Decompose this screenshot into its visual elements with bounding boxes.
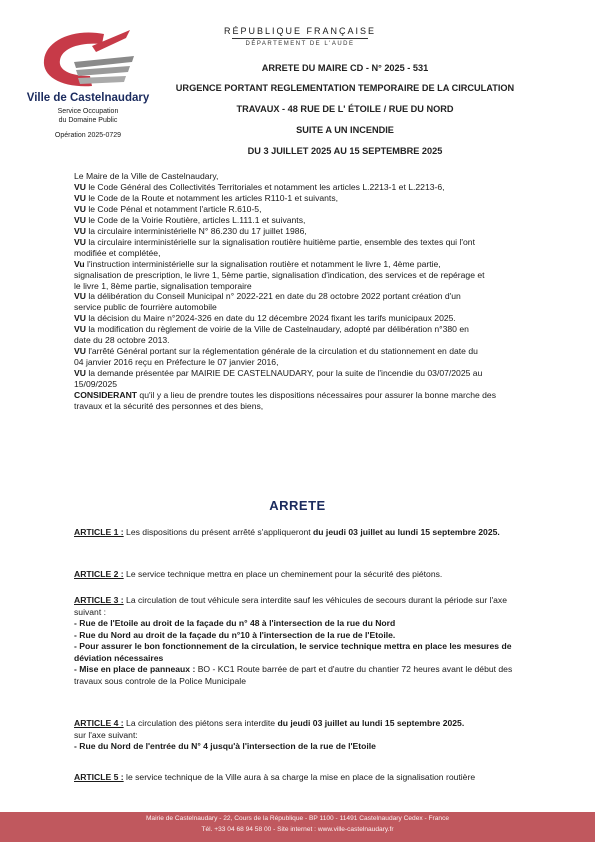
- preamble-keyword: VU: [74, 368, 86, 379]
- preamble-line: [74, 302, 534, 313]
- preamble-keyword: CONSIDERANT: [74, 390, 138, 401]
- preamble-text: le Code Pénal et notamment l'article R.610-5,: [85, 203, 262, 214]
- preamble-text: 04 janvier 2016 reçu en Préfecture le 07 janvier 2016,: [74, 357, 279, 368]
- preamble-text: l'arrêté Général portant sur la réglementation générale de la circulation et du stationnement en date du: [85, 346, 478, 357]
- preamble-lines: [74, 182, 534, 412]
- preamble-text: la demande présentée par MAIRIE DE CASTELNAUDARY, pour la suite de l'incendie du 03/07/2025 au: [85, 368, 483, 379]
- preamble-text: le Code de la Voirie Routière, articles L.111.1 et suivants,: [85, 214, 306, 225]
- departement-label: DÉPARTEMENT DE L'AUDE: [245, 41, 355, 47]
- preamble-line: [74, 368, 534, 379]
- arrete-period: DU 3 JUILLET 2025 AU 15 SEPTEMBRE 2025: [247, 146, 443, 156]
- preamble-keyword: VU: [74, 192, 86, 203]
- preamble-line: [74, 346, 534, 357]
- preamble-line: [74, 182, 534, 193]
- article-3-bullet-3: - Pour assurer le bon fonctionnement de la circulation, le service technique mettra en place les mesures de déviation nécessaires: [74, 641, 512, 663]
- article-1-dates: du jeudi 03 juillet au lundi 15 septembre 2025.: [313, 527, 500, 537]
- article-4-text: La circulation des piétons sera interdite: [123, 718, 278, 728]
- preamble-line: [74, 259, 534, 270]
- article-5: [74, 772, 534, 784]
- article-5-text: le service technique de la Ville aura à sa charge la mise en place de la signalisation routière: [123, 772, 476, 782]
- preamble-text: service public de fourrière automobile: [74, 302, 217, 313]
- preamble: [74, 171, 534, 412]
- preamble-line: [74, 204, 534, 215]
- arrete-subject: URGENCE PORTANT REGLEMENTATION TEMPORAIRE DE LA CIRCULATION: [175, 83, 515, 93]
- header-divider: [232, 38, 368, 39]
- preamble-line: [74, 291, 534, 302]
- preamble-keyword: Vu: [74, 258, 85, 269]
- preamble-keyword: VU: [74, 214, 86, 225]
- preamble-text: le Code Général des Collectivités Territoriales et notamment les articles L.2213-1 et L.2213-6,: [85, 181, 445, 192]
- article-3-text: La circulation de tout véhicule sera interdite sauf les véhicules de secours durant la période sur l'axe suivant :: [74, 595, 507, 617]
- preamble-text: qu'il y a lieu de prendre toutes les dispositions nécessaires pour assurer la bonne marche des: [137, 390, 496, 401]
- preamble-line: [74, 270, 534, 281]
- preamble-text: modifiée et complétée,: [74, 247, 161, 258]
- article-4-label: ARTICLE 4 :: [74, 718, 124, 728]
- article-4: [74, 718, 534, 753]
- preamble-line: [74, 357, 534, 368]
- article-3-bullet-1: - Rue de l'Etoile au droit de la façade du n° 48 à l'intersection de la rue du Nord: [74, 618, 396, 628]
- logo-emblem-icon: [34, 26, 146, 92]
- article-2-text: Le service technique mettra en place un cheminement pour la sécurité des piétons.: [123, 569, 443, 579]
- preamble-text: travaux et la sécurité des personnes et des biens,: [74, 401, 264, 412]
- preamble-keyword: VU: [74, 236, 86, 247]
- preamble-line: [74, 226, 534, 237]
- article-4-dates: du jeudi 03 juillet au lundi 15 septembre 2025.: [277, 718, 465, 728]
- preamble-text: 15/09/2025: [74, 379, 118, 390]
- preamble-line: [74, 248, 534, 259]
- preamble-text: signalisation de prescription, le livre 1, 5ème partie, signalisation d'indication, des services et de repérage et: [74, 269, 485, 280]
- article-3-bullet-4-text: BO - KC1 Route barrée de part et d'autre du chantier 72 heures avant le début des travaux sous controle de la Police Municipale: [74, 664, 513, 686]
- article-1: [74, 527, 534, 539]
- article-1-text: Les dispositions du présent arrêté s'appliqueront: [123, 527, 314, 537]
- preamble-text: le livre 1, 8ème partie, signalisation temporaire: [74, 280, 252, 291]
- preamble-keyword: VU: [74, 291, 86, 302]
- article-3-bullet-4-label: - Mise en place de panneaux :: [74, 664, 196, 674]
- preamble-text: l'instruction interministérielle sur la signalisation routière et notamment le livre 1, 4ème partie,: [84, 258, 441, 269]
- article-3-label: ARTICLE 3 :: [74, 595, 124, 605]
- preamble-line: [74, 313, 534, 324]
- preamble-keyword: VU: [74, 313, 86, 324]
- article-3-bullet-2: - Rue du Nord au droit de la façade du n°10 à l'intersection de la rue de l'Etoile.: [74, 629, 396, 640]
- arrete-reason: SUITE A UN INCENDIE: [296, 125, 394, 135]
- article-4-bullet-1: - Rue du Nord de l'entrée du N° 4 jusqu'à l'intersection de la rue de l'Etoile: [74, 741, 376, 751]
- preamble-keyword: VU: [74, 346, 86, 357]
- preamble-line: [74, 193, 534, 204]
- preamble-text: la circulaire interministérielle N° 86.230 du 17 juillet 1986,: [85, 225, 307, 236]
- preamble-text: le Code de la Route et notamment les articles R110-1 et suivants,: [85, 192, 339, 203]
- preamble-keyword: VU: [74, 203, 86, 214]
- preamble-line: [74, 215, 534, 226]
- preamble-text: la décision du Maire n°2024-326 en date du 12 décembre 2024 fixant les tarifs municipaux 2025.: [85, 313, 456, 324]
- preamble-text: la délibération du Conseil Municipal n° 2022-221 en date du 28 octobre 2022 portant création d'un: [85, 291, 461, 302]
- preamble-text: la circulaire interministérielle sur la signalisation routière huitième partie, ensemble des textes qui l'ont: [85, 236, 475, 247]
- preamble-line: [74, 335, 534, 346]
- article-4-axis: sur l'axe suivant:: [74, 729, 138, 740]
- preamble-line: [74, 401, 534, 412]
- article-2-label: ARTICLE 2 :: [74, 569, 124, 579]
- preamble-keyword: VU: [74, 225, 86, 236]
- footer-contact: Tél. +33 04 68 94 58 00 - Site internet : www.ville-castelnaudary.fr: [201, 826, 394, 833]
- preamble-line: [74, 281, 534, 292]
- city-name: Ville de Castelnaudary: [26, 92, 150, 104]
- footer-address: Mairie de Castelnaudary - 22, Cours de la République - BP 1100 - 11491 Castelnaudary Cedex - France: [145, 815, 450, 822]
- preamble-keyword: VU: [74, 324, 86, 335]
- preamble-line: [74, 379, 534, 390]
- preamble-intro: Le Maire de la Ville de Castelnaudary,: [74, 171, 219, 181]
- arrete-number: ARRETE DU MAIRE CD - N° 2025 - 531: [261, 63, 429, 73]
- arrete-title: ARRETE: [269, 498, 326, 513]
- operation-number: Opération 2025-0729: [54, 132, 122, 139]
- article-1-label: ARTICLE 1 :: [74, 527, 124, 537]
- republique-francaise: RÉPUBLIQUE FRANÇAISE: [223, 26, 377, 36]
- preamble-text: date du 28 octobre 2013.: [74, 335, 170, 346]
- city-logo: [34, 26, 146, 92]
- preamble-line: [74, 390, 534, 401]
- service-name: Service Occupation du Domaine Public: [57, 108, 119, 124]
- preamble-line: [74, 237, 534, 248]
- arrete-works-location: TRAVAUX - 48 RUE DE L' ÉTOILE / RUE DU NORD: [236, 104, 454, 114]
- article-5-label: ARTICLE 5 :: [74, 772, 124, 782]
- preamble-text: la modification du règlement de voirie de la Ville de Castelnaudary, adopté par délibération n°380 en: [85, 324, 469, 335]
- preamble-keyword: VU: [74, 181, 86, 192]
- article-3: [74, 595, 534, 687]
- preamble-line: [74, 324, 534, 335]
- article-2: [74, 569, 534, 581]
